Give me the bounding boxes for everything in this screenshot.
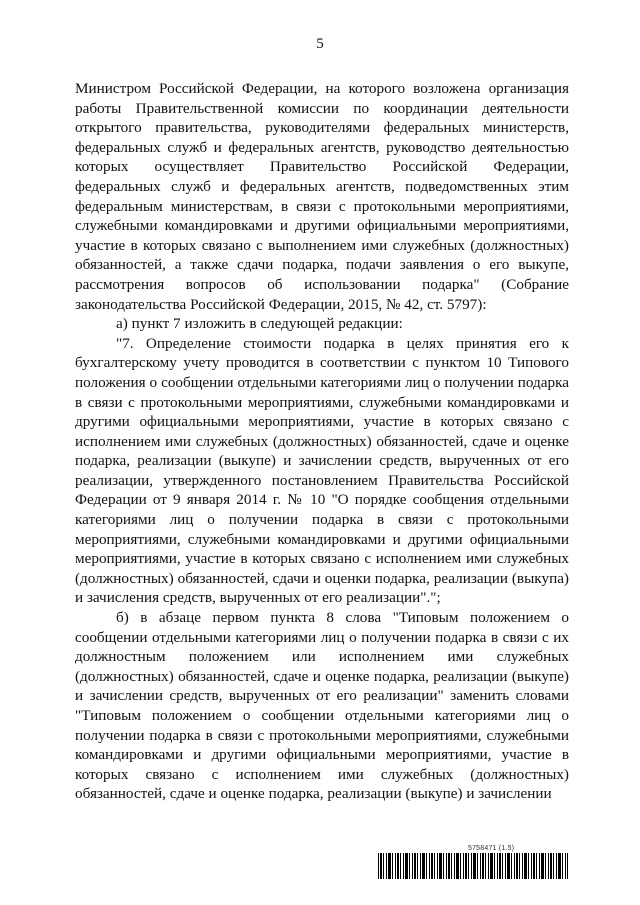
document-body	[75, 79, 569, 804]
barcode-image	[378, 853, 568, 879]
paragraph-item-7-text: "7. Определение стоимости подарка в целях принятия его к бухгалтерскому учету проводится в соответствии с пунктом 10 Типового положения о сообщении отдельными категориями лиц о получении подарка в связи с протокольными мероприятиями, служебными командировками и другими официальными мероприятиями, участие в которых связано с исполнением ими служебных (должностных) обязанностей, сдаче и оценке подарка, реализации (выкупе) и зачислении средств, вырученных от его реализации, утвержденного постановлением Правительства Российской Федерации от 9 января 2014 г. № 10 "О порядке сообщения отдельными категориями лиц о получении подарка в связи с протокольными мероприятиями, служебными командировками и другими официальными мероприятиями, участие в которых связано с исполнением ими служебных (должностных) обязанностей, сдачи и оценки подарка, реализации (выкупа) и зачисления средств, вырученных от его реализации".";	[75, 334, 569, 607]
paragraph-continuation: Министром Российской Федерации, на которого возложена организация работы Правительственной комиссии по координации деятельности открытого правительства, руководителями федеральных министерств, федеральных служб и федеральных агентств, руководство деятельностью которых осуществляет Правительство Российской Федерации, федеральных служб и федеральных агентств, подведомственных этим федеральным министерствам, в связи с протокольными мероприятиями, служебными командировками и другими официальными мероприятиями, участие в которых связано с выполнением ими служебных (должностных) обязанностей, а также сдачи подарка, подачи заявления о его выкупе, рассмотрения вопросов об использовании подарка" (Собрание законодательства Российской Федерации, 2015, № 42, ст. 5797):	[75, 80, 569, 313]
page-number: 5	[316, 36, 324, 52]
paragraph-item-b: б) в абзаце первом пункта 8 слова "Типовым положением о сообщении отдельными категориями лиц о получении подарка в связи с их должностным положением или исполнением ими служебных (должностных) обязанностей, сдаче и оценке подарка, реализации (выкупе) и зачислении средств, вырученных от его реализации" заменить словами "Типовым положением о сообщении отдельными категориями лиц о получении подарка в связи с протокольными мероприятиями, служебными командировками и другими официальными мероприятиями, участие в которых связано с исполнением ими служебных (должностных) обязанностей, сдаче и оценке подарка, реализации (выкупе) и зачислении	[75, 609, 569, 803]
paragraph-item-a: а) пункт 7 изложить в следующей редакции:	[116, 315, 403, 333]
barcode-label: 5758471 (1.5)	[468, 845, 515, 852]
